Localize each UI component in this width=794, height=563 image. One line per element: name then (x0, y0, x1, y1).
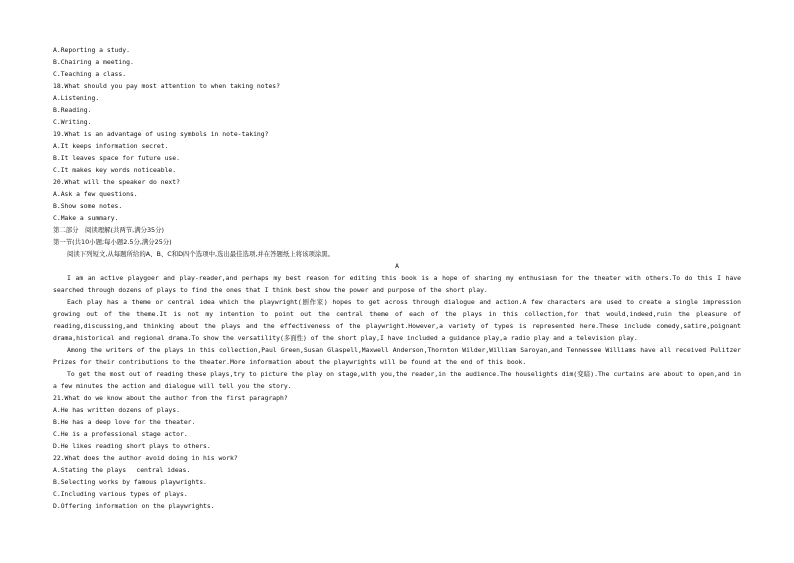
passage-label: A (395, 262, 399, 270)
question-21-stem: 21.What do we know about the author from the first paragraph? (53, 394, 288, 402)
option-text: C.Writing. (53, 118, 92, 126)
questions-bottom (53, 392, 741, 512)
option-text: B.Reading. (53, 106, 92, 114)
section-instruction: 阅读下列短文,从每题所给的A、B、C和D四个选项中,选出最佳选项,并在答题纸上将该项涂黑。 (67, 250, 335, 258)
question-20-stem: 20.What will the speaker do next? (53, 178, 180, 186)
passage-paragraph: Each play has a theme or central idea which the playwright(剧作家) hopes to get across through dialogue and action.A few characters are used to create a single impression growing out of the theme.It is not my intention to point out the central theme of each of the plays in this collection,for that would,indeed,ruin the pleasure of reading,discussing,and thinking about the plays and the effectiveness of the playwright.However,a variety of types is represented here.These include comedy,satire,poignant drama,historical and regional drama.To show the versatility(多面性) of the short play,I have included a guidance play,a radio play and a television play. (53, 298, 741, 342)
questions-top (53, 44, 741, 272)
part2-title: 第二部分 阅读理解(共两节,满分35分) (53, 226, 165, 234)
passage-paragraph: To get the most out of reading these plays,try to picture the play on stage,with you,the reader,in the audience.The houselights dim(变暗).The curtains are about to open,and in a few minutes the action and dialogue will tell you the story. (53, 370, 741, 390)
question-22-stem: 22.What does the author avoid doing in his work? (53, 454, 238, 462)
option-text: A.He has written dozens of plays. (53, 406, 180, 414)
option-text: C.It makes key words noticeable. (53, 166, 177, 174)
option-text: A.Reporting a study. (53, 46, 130, 54)
option-text: B.Show some notes. (53, 202, 123, 210)
passage-paragraph: Among the writers of the plays in this collection,Paul Green,Susan Glaspell,Maxwell Anderson,Thornton Wilder,William Saroyan,and Tennessee Williams have all received Pulitzer Prizes for their contributions to the theater.More information about the playwrights will be found at the end of this book. (53, 346, 741, 366)
passage-paragraph: I am an active playgoer and play-reader,and perhaps my best reason for editing this book is a hope of sharing my enthusiasm for the theater with others.To do this I have searched through dozens of plays to find the ones that I think best show the power and purpose of the short play. (53, 274, 741, 294)
section1-title: 第一节(共10小题;每小题2.5分,满分25分) (53, 238, 172, 246)
option-text: B.Chairing a meeting. (53, 58, 134, 66)
passage-a (53, 272, 741, 392)
option-text: A.Stating the plays central ideas. (53, 466, 191, 474)
option-text: C.Teaching a class. (53, 70, 127, 78)
option-text: C.Make a summary. (53, 214, 119, 222)
option-text: B.It leaves space for future use. (53, 154, 180, 162)
question-19-stem: 19.What is an advantage of using symbols in note-taking? (53, 130, 269, 138)
option-text: A.Ask a few questions. (53, 190, 138, 198)
option-text: B.Selecting works by famous playwrights. (53, 478, 207, 486)
option-text: D.He likes reading short plays to others. (53, 442, 211, 450)
option-text: A.It keeps information secret. (53, 142, 169, 150)
question-18-stem: 18.What should you pay most attention to when taking notes? (53, 82, 281, 90)
option-text: C.Including various types of plays. (53, 490, 188, 498)
option-text: A.Listening. (53, 94, 100, 102)
option-text: D.Offering information on the playwrights. (53, 502, 215, 510)
option-text: B.He has a deep love for the theater. (53, 418, 196, 426)
option-text: C.He is a professional stage actor. (53, 430, 188, 438)
